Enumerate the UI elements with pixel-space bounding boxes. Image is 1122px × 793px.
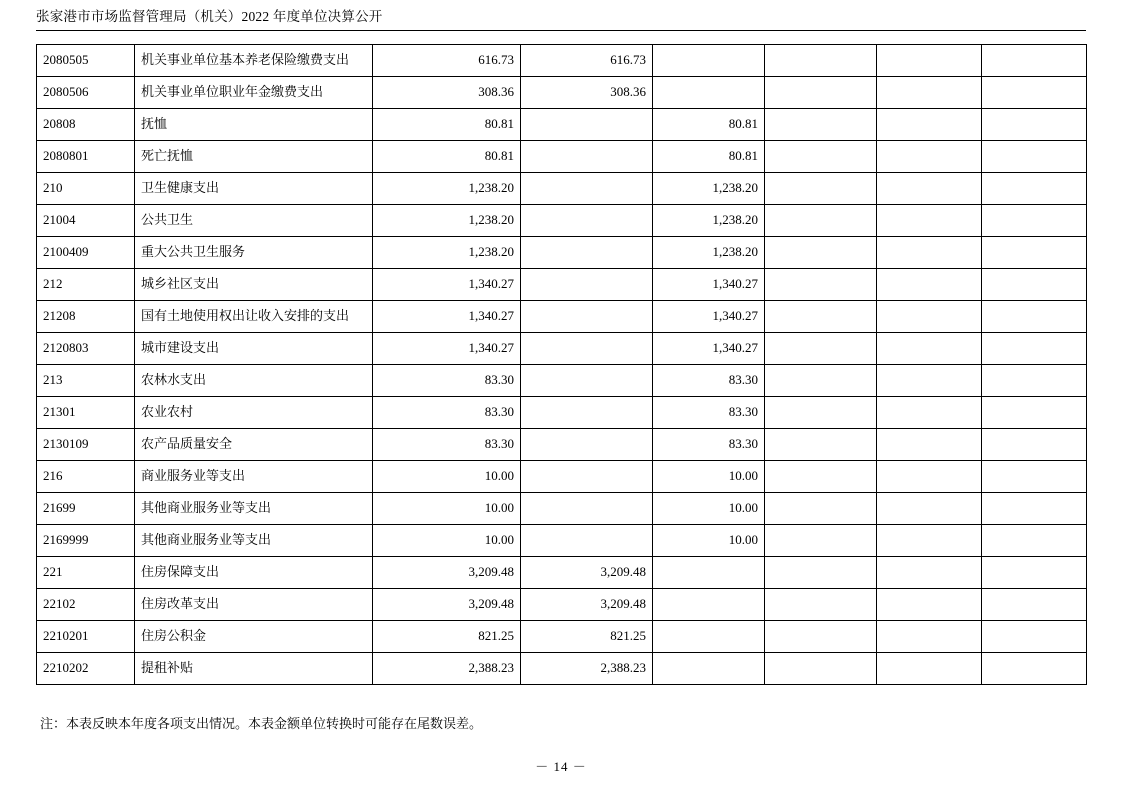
cell-item-name: 提租补贴 [135, 653, 373, 685]
table-row [37, 45, 1087, 77]
cell-amount-v4 [765, 173, 877, 205]
cell-amount-v2 [521, 301, 653, 333]
cell-amount-v4 [765, 365, 877, 397]
cell-amount-v5 [877, 653, 982, 685]
cell-amount-v6 [982, 621, 1087, 653]
cell-amount-v4 [765, 557, 877, 589]
cell-amount-v3 [653, 653, 765, 685]
table-body [37, 45, 1087, 685]
cell-code: 2210201 [37, 621, 135, 653]
cell-amount-v4 [765, 589, 877, 621]
cell-code: 216 [37, 461, 135, 493]
table-row [37, 461, 1087, 493]
table-row [37, 365, 1087, 397]
cell-amount-v6 [982, 301, 1087, 333]
cell-amount-v6 [982, 45, 1087, 77]
cell-amount-v1: 80.81 [373, 141, 521, 173]
cell-code: 2169999 [37, 525, 135, 557]
cell-amount-v2 [521, 333, 653, 365]
cell-code: 21699 [37, 493, 135, 525]
cell-amount-v3: 1,340.27 [653, 333, 765, 365]
cell-code: 2080505 [37, 45, 135, 77]
cell-amount-v6 [982, 237, 1087, 269]
cell-amount-v5 [877, 429, 982, 461]
cell-amount-v3 [653, 557, 765, 589]
cell-amount-v2 [521, 365, 653, 397]
cell-amount-v5 [877, 269, 982, 301]
cell-item-name: 公共卫生 [135, 205, 373, 237]
cell-amount-v6 [982, 333, 1087, 365]
cell-amount-v4 [765, 109, 877, 141]
cell-item-name: 农产品质量安全 [135, 429, 373, 461]
cell-code: 2080506 [37, 77, 135, 109]
cell-code: 21004 [37, 205, 135, 237]
cell-amount-v5 [877, 557, 982, 589]
cell-amount-v2 [521, 205, 653, 237]
table-row [37, 653, 1087, 685]
cell-amount-v4 [765, 237, 877, 269]
cell-amount-v4 [765, 397, 877, 429]
cell-item-name: 国有土地使用权出让收入安排的支出 [135, 301, 373, 333]
cell-amount-v3: 10.00 [653, 461, 765, 493]
cell-amount-v3: 80.81 [653, 141, 765, 173]
cell-amount-v6 [982, 557, 1087, 589]
table-row [37, 621, 1087, 653]
cell-amount-v5 [877, 205, 982, 237]
cell-amount-v2 [521, 429, 653, 461]
cell-amount-v3: 1,340.27 [653, 301, 765, 333]
table-row [37, 205, 1087, 237]
expenditure-table [36, 44, 1087, 685]
cell-amount-v1: 83.30 [373, 429, 521, 461]
page-number: － 14 － [535, 759, 587, 774]
cell-amount-v3 [653, 589, 765, 621]
cell-item-name: 住房公积金 [135, 621, 373, 653]
cell-item-name: 农业农村 [135, 397, 373, 429]
cell-amount-v2 [521, 237, 653, 269]
cell-amount-v1: 1,340.27 [373, 269, 521, 301]
cell-item-name: 农林水支出 [135, 365, 373, 397]
cell-amount-v2 [521, 493, 653, 525]
cell-amount-v4 [765, 461, 877, 493]
cell-amount-v2 [521, 173, 653, 205]
table-row [37, 237, 1087, 269]
cell-amount-v4 [765, 205, 877, 237]
cell-amount-v6 [982, 525, 1087, 557]
cell-amount-v1: 821.25 [373, 621, 521, 653]
table-row [37, 589, 1087, 621]
cell-amount-v4 [765, 525, 877, 557]
cell-amount-v5 [877, 589, 982, 621]
table-row [37, 109, 1087, 141]
cell-amount-v4 [765, 77, 877, 109]
cell-amount-v2 [521, 141, 653, 173]
cell-amount-v6 [982, 429, 1087, 461]
cell-amount-v6 [982, 397, 1087, 429]
cell-item-name: 卫生健康支出 [135, 173, 373, 205]
cell-amount-v5 [877, 493, 982, 525]
cell-amount-v6 [982, 141, 1087, 173]
cell-amount-v6 [982, 109, 1087, 141]
cell-amount-v4 [765, 653, 877, 685]
cell-amount-v2: 821.25 [521, 621, 653, 653]
cell-item-name: 住房改革支出 [135, 589, 373, 621]
cell-code: 21301 [37, 397, 135, 429]
cell-amount-v4 [765, 333, 877, 365]
cell-item-name: 死亡抚恤 [135, 141, 373, 173]
cell-amount-v2: 3,209.48 [521, 557, 653, 589]
cell-amount-v6 [982, 493, 1087, 525]
cell-amount-v2 [521, 461, 653, 493]
table-row [37, 333, 1087, 365]
cell-amount-v1: 616.73 [373, 45, 521, 77]
cell-amount-v2 [521, 109, 653, 141]
cell-amount-v1: 10.00 [373, 461, 521, 493]
cell-item-name: 住房保障支出 [135, 557, 373, 589]
cell-amount-v1: 308.36 [373, 77, 521, 109]
cell-code: 2120803 [37, 333, 135, 365]
cell-item-name: 机关事业单位职业年金缴费支出 [135, 77, 373, 109]
header-divider [36, 30, 1086, 31]
cell-amount-v1: 80.81 [373, 109, 521, 141]
cell-amount-v5 [877, 77, 982, 109]
cell-amount-v4 [765, 269, 877, 301]
cell-amount-v2: 616.73 [521, 45, 653, 77]
cell-amount-v2: 308.36 [521, 77, 653, 109]
table-row [37, 269, 1087, 301]
cell-amount-v5 [877, 621, 982, 653]
table-row [37, 397, 1087, 429]
cell-amount-v2: 3,209.48 [521, 589, 653, 621]
cell-amount-v4 [765, 621, 877, 653]
cell-item-name: 商业服务业等支出 [135, 461, 373, 493]
cell-amount-v5 [877, 397, 982, 429]
cell-amount-v5 [877, 301, 982, 333]
cell-amount-v6 [982, 653, 1087, 685]
table-row [37, 525, 1087, 557]
cell-code: 2080801 [37, 141, 135, 173]
cell-amount-v3 [653, 77, 765, 109]
cell-amount-v1: 1,238.20 [373, 173, 521, 205]
cell-amount-v1: 10.00 [373, 493, 521, 525]
cell-amount-v3 [653, 621, 765, 653]
cell-code: 213 [37, 365, 135, 397]
cell-amount-v3 [653, 45, 765, 77]
cell-code: 221 [37, 557, 135, 589]
cell-amount-v3: 1,238.20 [653, 237, 765, 269]
cell-code: 2210202 [37, 653, 135, 685]
cell-code: 2100409 [37, 237, 135, 269]
cell-amount-v1: 2,388.23 [373, 653, 521, 685]
table-row [37, 173, 1087, 205]
cell-amount-v1: 1,238.20 [373, 237, 521, 269]
cell-amount-v5 [877, 173, 982, 205]
cell-amount-v3: 80.81 [653, 109, 765, 141]
cell-amount-v1: 3,209.48 [373, 589, 521, 621]
cell-amount-v2 [521, 397, 653, 429]
cell-amount-v5 [877, 45, 982, 77]
cell-item-name: 城乡社区支出 [135, 269, 373, 301]
cell-amount-v5 [877, 141, 982, 173]
cell-amount-v5 [877, 237, 982, 269]
cell-amount-v3: 1,238.20 [653, 205, 765, 237]
table-row [37, 429, 1087, 461]
cell-amount-v6 [982, 365, 1087, 397]
table-row [37, 557, 1087, 589]
cell-amount-v1: 10.00 [373, 525, 521, 557]
cell-amount-v3: 10.00 [653, 525, 765, 557]
cell-item-name: 其他商业服务业等支出 [135, 493, 373, 525]
table-note: 注：本表反映本年度各项支出情况。本表金额单位转换时可能存在尾数误差。 [40, 716, 483, 731]
cell-amount-v3: 83.30 [653, 397, 765, 429]
cell-code: 210 [37, 173, 135, 205]
cell-item-name: 机关事业单位基本养老保险缴费支出 [135, 45, 373, 77]
cell-amount-v3: 10.00 [653, 493, 765, 525]
cell-amount-v4 [765, 301, 877, 333]
table-row [37, 493, 1087, 525]
cell-item-name: 重大公共卫生服务 [135, 237, 373, 269]
cell-amount-v5 [877, 109, 982, 141]
cell-item-name: 抚恤 [135, 109, 373, 141]
cell-amount-v5 [877, 461, 982, 493]
cell-item-name: 其他商业服务业等支出 [135, 525, 373, 557]
page-title: 张家港市市场监督管理局（机关）2022 年度单位决算公开 [36, 9, 383, 24]
cell-amount-v1: 1,340.27 [373, 301, 521, 333]
table-row [37, 77, 1087, 109]
cell-amount-v6 [982, 77, 1087, 109]
cell-amount-v6 [982, 589, 1087, 621]
cell-amount-v1: 1,238.20 [373, 205, 521, 237]
cell-amount-v1: 1,340.27 [373, 333, 521, 365]
cell-amount-v3: 83.30 [653, 429, 765, 461]
cell-amount-v6 [982, 269, 1087, 301]
cell-code: 212 [37, 269, 135, 301]
cell-amount-v5 [877, 333, 982, 365]
cell-code: 21208 [37, 301, 135, 333]
cell-amount-v3: 1,238.20 [653, 173, 765, 205]
cell-amount-v6 [982, 173, 1087, 205]
cell-item-name: 城市建设支出 [135, 333, 373, 365]
cell-amount-v2 [521, 525, 653, 557]
document-header [36, 8, 1086, 31]
cell-amount-v1: 3,209.48 [373, 557, 521, 589]
cell-amount-v1: 83.30 [373, 397, 521, 429]
cell-code: 22102 [37, 589, 135, 621]
cell-amount-v4 [765, 493, 877, 525]
cell-amount-v4 [765, 141, 877, 173]
cell-amount-v6 [982, 205, 1087, 237]
table-row [37, 301, 1087, 333]
cell-code: 2130109 [37, 429, 135, 461]
cell-code: 20808 [37, 109, 135, 141]
cell-amount-v5 [877, 365, 982, 397]
cell-amount-v5 [877, 525, 982, 557]
cell-amount-v3: 83.30 [653, 365, 765, 397]
cell-amount-v4 [765, 45, 877, 77]
cell-amount-v4 [765, 429, 877, 461]
cell-amount-v3: 1,340.27 [653, 269, 765, 301]
cell-amount-v1: 83.30 [373, 365, 521, 397]
cell-amount-v2 [521, 269, 653, 301]
table-row [37, 141, 1087, 173]
expenditure-table-container [36, 44, 1086, 685]
cell-amount-v6 [982, 461, 1087, 493]
cell-amount-v2: 2,388.23 [521, 653, 653, 685]
